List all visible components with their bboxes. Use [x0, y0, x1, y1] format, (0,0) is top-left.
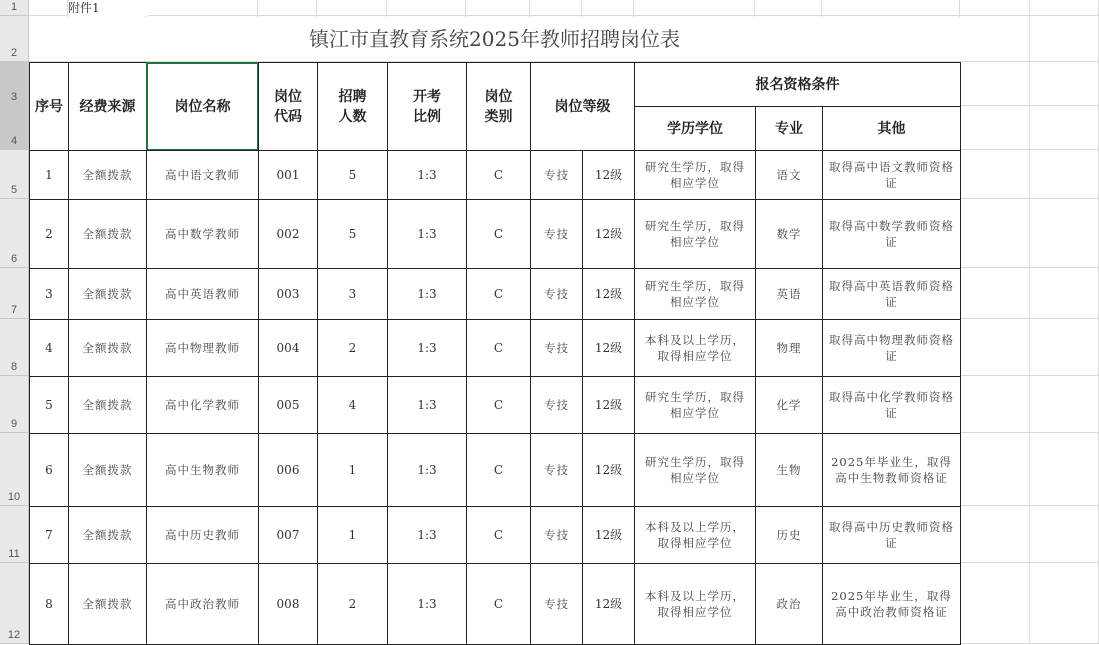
- cell-fund[interactable]: [68, 319, 147, 377]
- grid-cell[interactable]: [960, 106, 1030, 150]
- grid-cell[interactable]: [258, 0, 317, 16]
- cell-level-text: 12级: [594, 463, 623, 477]
- cell-cat-text: 专技: [544, 463, 569, 477]
- cell-name[interactable]: [146, 376, 259, 434]
- cell-edu-text: 研究生学历，取得相应学位: [645, 160, 745, 190]
- cell-type-text: C: [493, 341, 504, 355]
- cell-major-text: 生物: [776, 463, 802, 477]
- cell-code-text: 008: [276, 597, 300, 611]
- header-seq[interactable]: [29, 62, 69, 151]
- row-header[interactable]: 10: [0, 433, 29, 506]
- cell-major-text: 历史: [776, 528, 802, 542]
- cell-level[interactable]: [582, 319, 635, 377]
- cell-type[interactable]: [466, 319, 531, 377]
- cell-cat[interactable]: [530, 319, 583, 377]
- cell-cat-text: 专技: [544, 398, 569, 412]
- cell-level-text: 12级: [594, 597, 623, 611]
- cell-code[interactable]: [258, 563, 318, 645]
- cell-seq[interactable]: [29, 433, 69, 507]
- cell-edu[interactable]: [634, 376, 756, 434]
- grid-cell[interactable]: [317, 0, 387, 16]
- cell-edu[interactable]: [634, 199, 756, 269]
- cell-cat-text: 专技: [544, 341, 569, 355]
- cell-seq[interactable]: [29, 319, 69, 377]
- cell-count[interactable]: [317, 506, 388, 564]
- note-cell-text: 附件1: [68, 1, 100, 15]
- cell-ratio-text: 1:3: [417, 227, 437, 241]
- grid-cell[interactable]: [960, 16, 1030, 62]
- header-qualification-text: 报名资格条件: [755, 76, 840, 93]
- cell-type[interactable]: [466, 199, 531, 269]
- cell-level[interactable]: [582, 563, 635, 645]
- grid-cell[interactable]: [1030, 506, 1099, 563]
- header-name[interactable]: [146, 62, 259, 151]
- cell-count[interactable]: [317, 150, 388, 200]
- grid-cell[interactable]: [960, 563, 1030, 644]
- grid-cell[interactable]: [1030, 0, 1099, 16]
- cell-count-text: 2: [348, 597, 357, 611]
- grid-cell[interactable]: [960, 150, 1030, 199]
- row-header[interactable]: 4: [0, 106, 29, 150]
- row-header[interactable]: 5: [0, 150, 29, 199]
- header-major-text: 专业: [775, 120, 803, 137]
- cell-code-text: 001: [276, 168, 300, 182]
- header-other-text: 其他: [877, 120, 906, 137]
- cell-seq[interactable]: [29, 506, 69, 564]
- cell-edu[interactable]: [634, 150, 756, 200]
- cell-ratio[interactable]: [387, 563, 467, 645]
- grid-cell[interactable]: [960, 376, 1030, 433]
- row-header[interactable]: 1: [0, 0, 29, 16]
- cell-seq[interactable]: [29, 199, 69, 269]
- cell-name[interactable]: [146, 319, 259, 377]
- row-header[interactable]: 11: [0, 506, 29, 563]
- grid-cell[interactable]: [960, 268, 1030, 319]
- row-header[interactable]: 2: [0, 16, 29, 62]
- grid-cell[interactable]: [1030, 376, 1099, 433]
- cell-cat[interactable]: [530, 506, 583, 564]
- cell-level[interactable]: [582, 376, 635, 434]
- cell-code[interactable]: [258, 319, 318, 377]
- cell-ratio[interactable]: [387, 150, 467, 200]
- cell-code[interactable]: [258, 433, 318, 507]
- row-header[interactable]: 6: [0, 199, 29, 268]
- cell-ratio[interactable]: [387, 376, 467, 434]
- cell-seq[interactable]: [29, 376, 69, 434]
- header-seq-text: 序号: [35, 98, 63, 115]
- cell-cat[interactable]: [530, 376, 583, 434]
- grid-cell[interactable]: [1030, 268, 1099, 319]
- grid-cell[interactable]: [387, 0, 466, 16]
- cell-major[interactable]: [755, 150, 823, 200]
- cell-type[interactable]: [466, 506, 531, 564]
- grid-cell[interactable]: [1030, 16, 1099, 62]
- cell-level[interactable]: [582, 150, 635, 200]
- header-ratio[interactable]: [387, 62, 467, 151]
- cell-count-text: 3: [348, 287, 357, 301]
- cell-ratio[interactable]: [387, 506, 467, 564]
- cell-major-text: 英语: [776, 287, 802, 301]
- cell-name-text: 高中物理教师: [165, 341, 240, 355]
- cell-edu[interactable]: [634, 563, 756, 645]
- cell-other[interactable]: [822, 199, 961, 269]
- cell-type-text: C: [493, 528, 504, 542]
- cell-fund-text: 全额拨款: [82, 287, 133, 301]
- header-fund-text: 经费来源: [79, 98, 136, 115]
- cell-other-text: 2025年毕业生，取得高中政治教师资格证: [831, 589, 952, 619]
- cell-name[interactable]: [146, 563, 259, 645]
- cell-count-text: 5: [348, 168, 357, 182]
- cell-major[interactable]: [755, 376, 823, 434]
- cell-count[interactable]: [317, 376, 388, 434]
- cell-other-text: 取得高中历史教师资格证: [829, 520, 954, 550]
- cell-code[interactable]: [258, 376, 318, 434]
- cell-edu-text: 研究生学历，取得相应学位: [645, 455, 745, 485]
- header-major[interactable]: [755, 106, 823, 151]
- cell-seq[interactable]: [29, 268, 69, 320]
- cell-level[interactable]: [582, 268, 635, 320]
- cell-seq-text: 4: [45, 341, 53, 355]
- header-code[interactable]: [258, 62, 318, 151]
- cell-type-text: C: [493, 463, 504, 477]
- row-header[interactable]: 9: [0, 376, 29, 433]
- cell-seq-text: 3: [45, 287, 53, 301]
- header-education-text: 学历学位: [667, 120, 723, 137]
- cell-ratio[interactable]: [387, 319, 467, 377]
- grid-cell[interactable]: [822, 0, 960, 16]
- cell-other[interactable]: [822, 433, 961, 507]
- cell-ratio-text: 1:3: [417, 528, 437, 542]
- cell-type-text: C: [493, 287, 504, 301]
- cell-major-text: 政治: [776, 597, 802, 611]
- cell-name-text: 高中生物教师: [165, 463, 240, 477]
- cell-name-text: 高中英语教师: [165, 287, 240, 301]
- cell-ratio[interactable]: [387, 199, 467, 269]
- row-header[interactable]: 7: [0, 268, 29, 319]
- grid-cell[interactable]: [466, 0, 530, 16]
- cell-code[interactable]: [258, 506, 318, 564]
- grid-cell[interactable]: [1030, 62, 1099, 106]
- cell-name-text: 高中化学教师: [165, 398, 240, 412]
- cell-major-text: 物理: [776, 341, 802, 355]
- cell-level-text: 12级: [594, 398, 623, 412]
- cell-code-text: 005: [276, 398, 300, 412]
- cell-other-text: 取得高中英语教师资格证: [829, 279, 954, 309]
- cell-seq[interactable]: [29, 150, 69, 200]
- grid-cell[interactable]: [634, 0, 755, 16]
- cell-cat-text: 专技: [544, 287, 569, 301]
- cell-name-text: 高中语文教师: [165, 168, 240, 182]
- cell-other-text: 取得高中物理教师资格证: [829, 333, 954, 363]
- grid-cell[interactable]: [1030, 433, 1099, 506]
- cell-other[interactable]: [822, 506, 961, 564]
- cell-fund[interactable]: [68, 199, 147, 269]
- cell-other[interactable]: [822, 268, 961, 320]
- cell-fund-text: 全额拨款: [82, 528, 133, 542]
- row-header[interactable]: 8: [0, 319, 29, 376]
- cell-fund-text: 全额拨款: [82, 398, 133, 412]
- cell-ratio[interactable]: [387, 433, 467, 507]
- cell-level-text: 12级: [594, 168, 623, 182]
- cell-cat[interactable]: [530, 150, 583, 200]
- cell-other-text: 取得高中语文教师资格证: [829, 160, 954, 190]
- cell-other[interactable]: [822, 376, 961, 434]
- grid-cell[interactable]: [755, 0, 822, 16]
- cell-fund[interactable]: [68, 376, 147, 434]
- cell-other[interactable]: [822, 319, 961, 377]
- cell-ratio-text: 1:3: [417, 463, 437, 477]
- cell-code-text: 002: [276, 227, 300, 241]
- cell-seq-text: 6: [45, 463, 53, 477]
- cell-level-text: 12级: [594, 528, 623, 542]
- cell-count[interactable]: [317, 433, 388, 507]
- cell-name[interactable]: [146, 268, 259, 320]
- cell-count-text: 2: [348, 341, 357, 355]
- cell-code[interactable]: [258, 268, 318, 320]
- cell-seq-text: 1: [45, 168, 53, 182]
- grid-cell[interactable]: [29, 0, 68, 16]
- cell-other[interactable]: [822, 563, 961, 645]
- cell-type-text: C: [493, 168, 504, 182]
- header-qualification[interactable]: [634, 62, 961, 107]
- header-code-text: 岗位 代码: [274, 88, 302, 125]
- grid-cell[interactable]: [1030, 106, 1099, 150]
- cell-other[interactable]: [822, 150, 961, 200]
- cell-code-text: 007: [276, 528, 300, 542]
- cell-ratio-text: 1:3: [417, 341, 437, 355]
- cell-seq-text: 5: [45, 398, 53, 412]
- cell-major[interactable]: [755, 199, 823, 269]
- cell-cat-text: 专技: [544, 528, 569, 542]
- cell-major-text: 化学: [776, 398, 802, 412]
- grid-cell[interactable]: [960, 319, 1030, 376]
- note-cell[interactable]: [68, 0, 148, 16]
- grid-cell[interactable]: [1030, 199, 1099, 268]
- cell-fund-text: 全额拨款: [82, 227, 133, 241]
- cell-type[interactable]: [466, 376, 531, 434]
- cell-level-text: 12级: [594, 227, 623, 241]
- cell-type[interactable]: [466, 433, 531, 507]
- cell-cat-text: 专技: [544, 597, 569, 611]
- cell-type-text: C: [493, 227, 504, 241]
- cell-edu[interactable]: [634, 433, 756, 507]
- cell-count[interactable]: [317, 319, 388, 377]
- cell-fund[interactable]: [68, 433, 147, 507]
- cell-count-text: 5: [348, 227, 357, 241]
- header-type[interactable]: [466, 62, 531, 151]
- cell-major[interactable]: [755, 433, 823, 507]
- cell-name-text: 高中历史教师: [165, 528, 240, 542]
- cell-edu-text: 本科及以上学历，取得相应学位: [645, 589, 745, 619]
- grid-cell[interactable]: [1030, 319, 1099, 376]
- cell-level[interactable]: [582, 506, 635, 564]
- cell-cat-text: 专技: [544, 168, 569, 182]
- cell-name[interactable]: [146, 433, 259, 507]
- cell-cat[interactable]: [530, 433, 583, 507]
- cell-major[interactable]: [755, 506, 823, 564]
- grid-cell[interactable]: [960, 62, 1030, 106]
- cell-code-text: 003: [276, 287, 300, 301]
- header-count-text: 招聘 人数: [338, 88, 367, 125]
- cell-fund[interactable]: [68, 563, 147, 645]
- cell-fund[interactable]: [68, 150, 147, 200]
- cell-cat[interactable]: [530, 199, 583, 269]
- cell-code-text: 004: [276, 341, 300, 355]
- header-other[interactable]: [822, 106, 961, 151]
- cell-fund-text: 全额拨款: [82, 168, 133, 182]
- cell-level[interactable]: [582, 199, 635, 269]
- cell-type[interactable]: [466, 563, 531, 645]
- header-ratio-text: 开考 比例: [413, 88, 441, 125]
- grid-cell[interactable]: [960, 199, 1030, 268]
- cell-code-text: 006: [276, 463, 300, 477]
- grid-cell[interactable]: [1030, 563, 1099, 644]
- header-level[interactable]: [530, 62, 635, 151]
- cell-level[interactable]: [582, 433, 635, 507]
- cell-cat[interactable]: [530, 563, 583, 645]
- title-cell-text: 镇江市直教育系统2025年教师招聘岗位表: [309, 27, 680, 51]
- cell-level-text: 12级: [594, 287, 623, 301]
- cell-ratio-text: 1:3: [417, 287, 437, 301]
- grid-cell[interactable]: [960, 433, 1030, 506]
- grid-cell[interactable]: [146, 0, 258, 16]
- grid-cell[interactable]: [530, 0, 582, 16]
- cell-ratio-text: 1:3: [417, 168, 437, 182]
- cell-name-text: 高中政治教师: [165, 597, 240, 611]
- cell-count[interactable]: [317, 268, 388, 320]
- cell-seq-text: 8: [45, 597, 53, 611]
- header-type-text: 岗位 类别: [484, 88, 513, 125]
- header-count[interactable]: [317, 62, 388, 151]
- cell-name[interactable]: [146, 150, 259, 200]
- row-header[interactable]: 3: [0, 62, 29, 106]
- cell-count[interactable]: [317, 563, 388, 645]
- header-education[interactable]: [634, 106, 756, 151]
- title-cell[interactable]: [29, 17, 960, 61]
- grid-cell[interactable]: [960, 0, 1030, 16]
- cell-type-text: C: [493, 597, 504, 611]
- cell-type[interactable]: [466, 268, 531, 320]
- cell-cat-text: 专技: [544, 227, 569, 241]
- cell-major[interactable]: [755, 563, 823, 645]
- cell-ratio[interactable]: [387, 268, 467, 320]
- cell-seq[interactable]: [29, 563, 69, 645]
- cell-edu-text: 研究生学历，取得相应学位: [645, 219, 745, 249]
- header-fund[interactable]: [68, 62, 147, 151]
- cell-code[interactable]: [258, 150, 318, 200]
- cell-count-text: 1: [348, 463, 357, 477]
- grid-cell[interactable]: [582, 0, 634, 16]
- cell-seq-text: 7: [45, 528, 53, 542]
- cell-name[interactable]: [146, 199, 259, 269]
- cell-major[interactable]: [755, 319, 823, 377]
- header-level-text: 岗位等级: [554, 98, 611, 115]
- cell-edu-text: 本科及以上学历，取得相应学位: [645, 333, 745, 363]
- cell-ratio-text: 1:3: [417, 597, 437, 611]
- cell-major[interactable]: [755, 268, 823, 320]
- cell-other-text: 2025年毕业生，取得高中生物教师资格证: [831, 455, 952, 485]
- cell-name[interactable]: [146, 506, 259, 564]
- cell-edu[interactable]: [634, 506, 756, 564]
- cell-edu-text: 研究生学历，取得相应学位: [645, 390, 745, 420]
- cell-ratio-text: 1:3: [417, 398, 437, 412]
- cell-code[interactable]: [258, 199, 318, 269]
- cell-edu[interactable]: [634, 268, 756, 320]
- cell-type[interactable]: [466, 150, 531, 200]
- cell-cat[interactable]: [530, 268, 583, 320]
- cell-count-text: 1: [348, 528, 357, 542]
- header-name-text: 岗位名称: [174, 98, 231, 115]
- cell-major-text: 语文: [776, 168, 802, 182]
- cell-major-text: 数学: [776, 227, 802, 241]
- cell-edu-text: 研究生学历，取得相应学位: [645, 279, 745, 309]
- cell-fund[interactable]: [68, 506, 147, 564]
- grid-cell[interactable]: [960, 506, 1030, 563]
- grid-cell[interactable]: [1030, 150, 1099, 199]
- cell-seq-text: 2: [45, 227, 53, 241]
- cell-edu[interactable]: [634, 319, 756, 377]
- cell-count-text: 4: [348, 398, 357, 412]
- cell-edu-text: 本科及以上学历，取得相应学位: [645, 520, 745, 550]
- row-header[interactable]: 12: [0, 563, 29, 644]
- cell-fund-text: 全额拨款: [82, 597, 133, 611]
- cell-type-text: C: [493, 398, 504, 412]
- cell-level-text: 12级: [594, 341, 623, 355]
- cell-fund-text: 全额拨款: [82, 341, 133, 355]
- cell-fund-text: 全额拨款: [82, 463, 133, 477]
- cell-other-text: 取得高中数学教师资格证: [829, 219, 954, 249]
- cell-fund[interactable]: [68, 268, 147, 320]
- cell-other-text: 取得高中化学教师资格证: [829, 390, 954, 420]
- cell-count[interactable]: [317, 199, 388, 269]
- cell-name-text: 高中数学教师: [165, 227, 240, 241]
